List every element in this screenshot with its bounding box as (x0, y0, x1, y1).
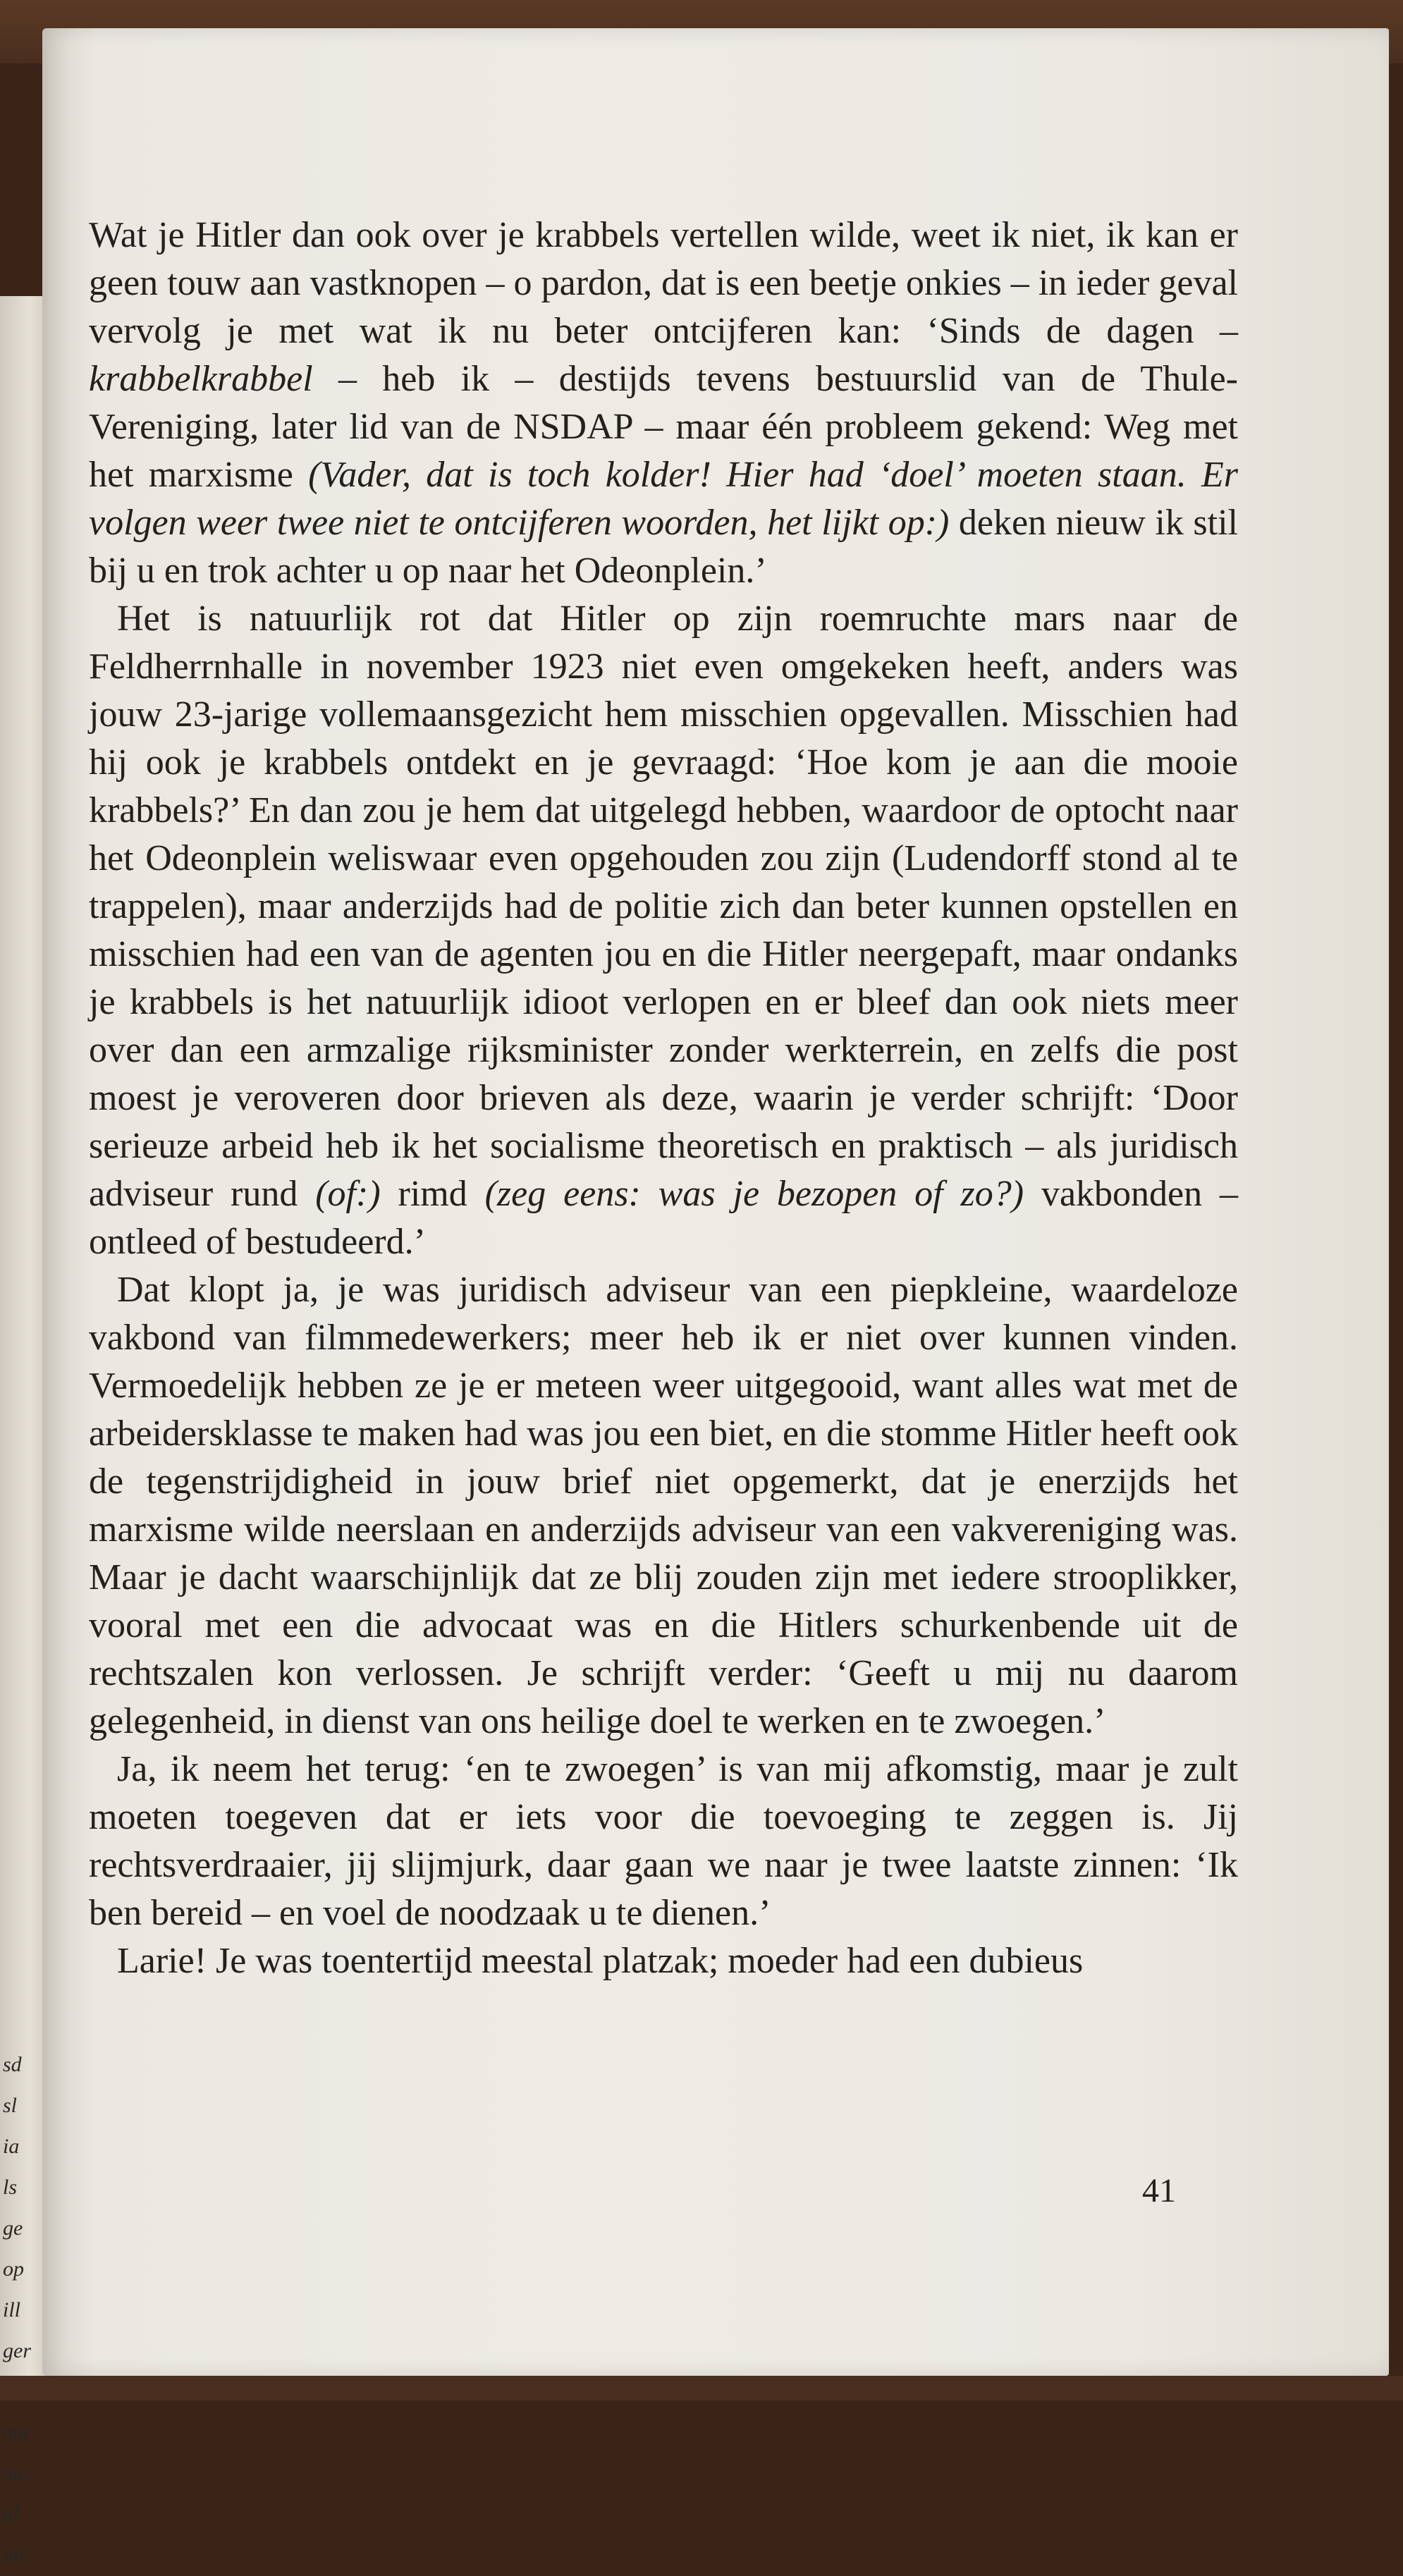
adjacent-page-fragment: sd (3, 2053, 22, 2076)
adjacent-page-fragment: sl (3, 2094, 18, 2117)
adjacent-page-fragment: op (3, 2257, 24, 2281)
italic-run: (of:) (315, 1174, 381, 1214)
text-run: Het is natuurlijk rot dat Hitler op zijn roemruchte mars naar de Feldherrnhalle in november 1923 niet even omgekeken heeft, anders was jouw 23-jarige vollemaansgezicht hem misschien opgevallen. Misschien had hij ook je krabbels ontdekt en je gevraagd: ‘Hoe kom je aan die mooie krabbels?’ En dan zou je hem dat uitgelegd hebben, waardoor de optocht naar het Odeonplein weliswaar even opgehouden zou zijn (Ludendorff stond al te trappelen), maar anderzijds had de politie zich dan beter kunnen opstellen en misschien had een van de agenten jou en die Hitler neergepaft, maar ondanks je krabbels is het natuurlijk idioot verlopen en er bleef dan ook niets meer over dan een armzalige rijksminister zonder werkterrein, en zelfs die post moest je veroveren door brieven als deze, waarin je verder schrijft: ‘Door serieuze arbeid heb ik het socialisme theoretisch en praktisch – als juridisch adviseur rund (89, 599, 1238, 1214)
background-bottom (0, 2376, 1403, 2400)
paragraph (89, 1937, 1238, 1985)
paragraph (89, 1266, 1238, 1746)
adjacent-page-fragment: al (3, 2503, 20, 2526)
adjacent-page-fragment: mo (3, 2462, 29, 2485)
page-number: 41 (1142, 2172, 1176, 2209)
adjacent-page-fragment: ls (3, 2176, 18, 2199)
adjacent-page-fragment: ger (3, 2339, 31, 2362)
adjacent-page-fragment: ge (3, 2216, 23, 2240)
text-run: – heb ik – destijds tevens bestuurslid van de Thule-Vereniging, later lid van de NSDAP – maar één probleem gekend: Weg met het marxisme (89, 359, 1238, 495)
adjacent-page-fragment: ma (3, 2421, 29, 2444)
body-text (89, 211, 1238, 1985)
italic-run: (Vader, dat is toch kolder! Hier had ‘doel’ moeten staan. Er volgen weer twee niet te ontcijferen woorden, het lijkt op:) (89, 455, 1238, 543)
text-run: vakbonden – ontleed of bestudeerd.’ (89, 1174, 1238, 1262)
text-run: Larie! Je was toentertijd meestal platzak; moeder had een dubieus (117, 1941, 1084, 1981)
italic-run: krabbelkrabbel (89, 359, 313, 399)
adjacent-page-fragment: ia (3, 2135, 20, 2158)
book-page (42, 28, 1389, 2376)
italic-run: (zeg eens: was je bezopen of zo?) (484, 1174, 1024, 1214)
adjacent-page-fragment: ill (3, 2298, 21, 2322)
text-run: Ja, ik neem het terug: ‘en te zwoegen’ is van mij afkomstig, maar je zult moeten toegeven dat er iets voor die toevoeging te zeggen is. Jij rechtsverdraaier, jij slijmjurk, daar gaan we naar je twee laatste zinnen: ‘Ik ben bereid – en voel de noodzaak u te dienen.’ (89, 1749, 1238, 1933)
paragraph (89, 1746, 1238, 1937)
text-run: rimd (380, 1174, 485, 1214)
adjacent-page-fragment: mi (3, 2544, 24, 2567)
text-run: Wat je Hitler dan ook over je krabbels vertellen wilde, weet ik niet, ik kan er geen touw aan vastknopen – o pardon, dat is een beetje onkies – in ieder geval vervolg je met wat ik nu beter ontcijferen kan: ‘Sinds de dagen – (89, 215, 1238, 351)
paragraph (89, 595, 1238, 1266)
adjacent-page-text (3, 2044, 45, 2576)
paragraph (89, 211, 1238, 595)
text-run: Dat klopt ja, je was juridisch adviseur van een piepkleine, waardeloze vakbond van filmmedewerkers; meer heb ik er niet over kunnen vinden. Vermoedelijk hebben ze je er meteen weer uitgegooid, want alles wat met de arbeidersklasse te maken had was jou een biet, en die stomme Hitler heeft ook de tegenstrijdigheid in jouw brief niet opgemerkt, dat je enerzijds het marxisme wilde neerslaan en anderzijds adviseur van een vakvereniging was. Maar je dacht waarschijnlijk dat ze blij zouden zijn met iedere strooplikker, vooral met een die advocaat was en die Hitlers schurkenbende uit de rechtszalen kon verlossen. Je schrijft verder: ‘Geeft u mij nu daarom gelegenheid, in dienst van ons heilige doel te werken en te zwoegen.’ (89, 1270, 1238, 1741)
text-run: deken nieuw ik stil bij u en trok achter u op naar het Odeonplein.’ (89, 503, 1238, 591)
